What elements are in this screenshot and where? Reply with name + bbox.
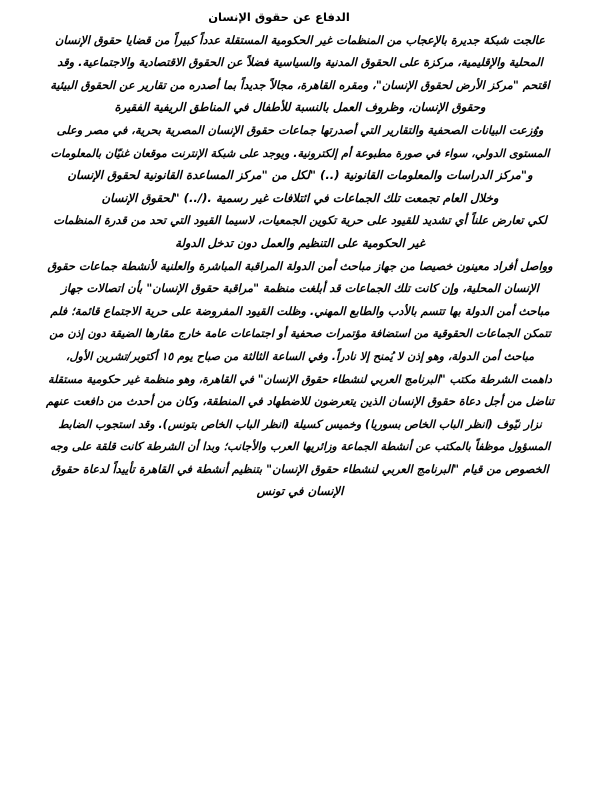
line-text: وخلال العام تجمعت تلك الجماعات في ائتلافات غير رسمية .(/..) "لحقوق الإنسان <box>101 190 499 205</box>
line-text: مباحث أمن الدولة بها تتسم بالأدب والطابع المهني. وظلت القيود المفروضة على حرية الاجتماع قائمة؛ فلم <box>50 303 550 318</box>
line-text: مباحث أمن الدولة، وهو إذن لا يُمنح إلا نادراً. وفي الساعة الثالثة من صباح يوم ١٥ أكتوبر/تشرين الأول، <box>65 349 535 363</box>
line-text: داهمت الشرطة مكتب "البرنامج العربي لنشطاء حقوق الإنسان" في القاهرة، وهو منظمة غير حكومية مستقلة <box>48 372 552 386</box>
paragraph-line <box>20 74 580 97</box>
line-text: نزار نيّوف (انظر الباب الخاص بسوريا) وخميس كسيلة (انظر الباب الخاص بتونس). وقد استجوب الضابط <box>58 417 542 431</box>
paragraph-line <box>20 142 580 165</box>
paragraph-line <box>20 255 580 278</box>
paragraph-line <box>20 164 580 187</box>
paragraph-line <box>20 29 580 52</box>
paragraph-line <box>20 435 580 458</box>
line-text: تناضل من أجل دعاة حقوق الإنسان الذين يتعرضون للاضطهاد في المنطقة، وكان من أحدث من دافعت عنهم <box>45 394 555 409</box>
paragraph-line <box>20 458 580 481</box>
line-text: المستوى الدولي، سواء في صورة مطبوعة أم إلكترونية. ويوجد على شبكة الإنترنت موقعان غنيّان بالمعلومات <box>50 146 550 160</box>
line-text: لكي تعارض علناً أي تشديد للقيود على حرية تكوين الجمعيات، لاسيما القيود التي تحد من قدرة المنظمات <box>53 213 547 228</box>
line-text: المسؤول موظفاً بالمكتب عن أنشطة الجماعة وزائريها العرب والأجانب؛ وبدا أن الشرطة كانت قلقة على وجه <box>49 440 551 454</box>
document-text-block <box>20 6 580 503</box>
paragraph-line <box>20 368 580 391</box>
line-text: و"مركز الدراسات والمعلومات القانونية (..) "لكل من "مركز المساعدة القانونية لحقوق الإنسان <box>67 168 533 183</box>
line-text: ووُزعت البيانات الصحفية والتقارير التي أصدرتها جماعات حقوق الإنسان المصرية بحرية، في مصر وعلى <box>56 122 544 137</box>
line-text: عالجت شبكة جديرة بالإعجاب من المنظمات غير الحكومية المستقلة عدداً كبيراً من قضايا حقوق الإنسان <box>55 32 545 47</box>
paragraph-line <box>20 51 580 74</box>
line-text: وواصل أفراد معينون خصيصا من جهاز مباحث أمن الدولة المراقبة المباشرة والعلنية لأنشطة جماعات حقوق <box>47 258 553 273</box>
paragraph-line <box>20 96 580 119</box>
line-text: غير الحكومية على التنظيم والعمل دون تدخل الدولة <box>175 235 425 250</box>
paragraph-line <box>20 119 580 142</box>
paragraph-line <box>20 345 580 368</box>
document-title-row <box>20 6 580 29</box>
line-text: اقتحم "مركز الأرض لحقوق الإنسان"، ومقره القاهرة، مجالاً جديداً بما أصدره من تقارير عن الحقوق البيئية <box>50 77 550 92</box>
line-text: الإنسان المحلية، وإن كانت تلك الجماعات قد أبلغت منظمة "مراقبة حقوق الإنسان" بأن اتصالات جهاز <box>61 281 539 296</box>
line-text: الإنسان في تونس <box>256 484 344 499</box>
paragraph-line <box>20 300 580 323</box>
paragraph-line <box>20 209 580 232</box>
paragraph-line <box>20 232 580 255</box>
line-text: المحلية والإقليمية، مركزة على الحقوق المدنية والسياسية فضلاً عن الحقوق الاقتصادية والاجتماعية. وقد <box>57 55 543 70</box>
page-title: الدفاع عن حقوق الإنسان <box>208 10 350 24</box>
paragraph-line <box>20 277 580 300</box>
paragraph-line <box>20 413 580 436</box>
paragraph-line <box>20 187 580 210</box>
line-text: وحقوق الإنسان، وظروف العمل بالنسبة للأطفال في المناطق الريفية الفقيرة <box>114 100 486 115</box>
paragraph-line <box>20 390 580 413</box>
paragraph-line <box>20 322 580 345</box>
paragraph-line <box>20 480 580 503</box>
line-text: تتمكن الجماعات الحقوقية من استضافة مؤتمرات صحفية أو اجتماعات عامة خارج مقارها الضيقة دون إذن من <box>49 327 551 341</box>
line-text: الخصوص من قيام "البرنامج العربي لنشطاء حقوق الإنسان" بتنظيم أنشطة في القاهرة تأييداً لدعاة حقوق <box>51 461 549 476</box>
